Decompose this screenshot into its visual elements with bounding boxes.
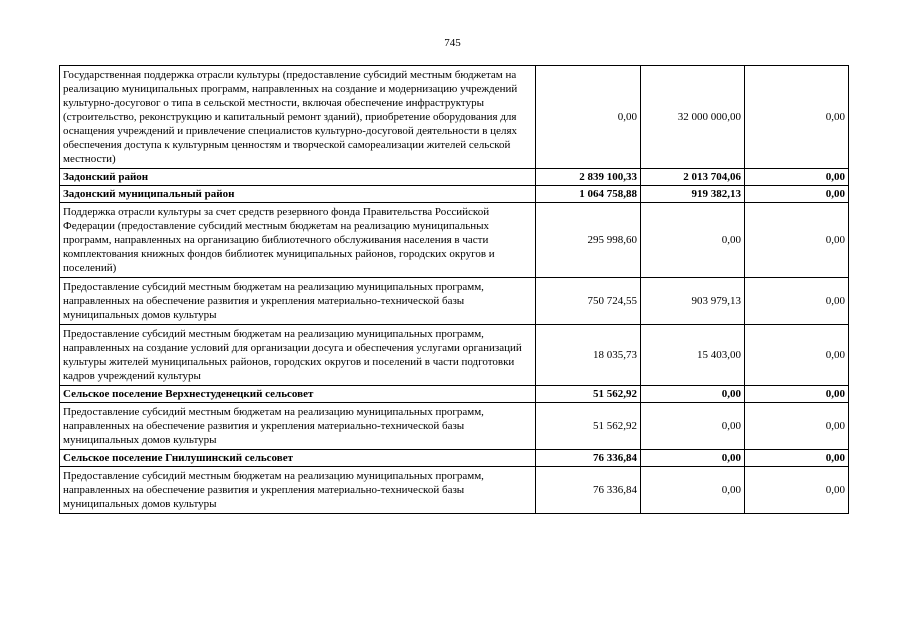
value-col-3: 0,00	[745, 467, 849, 514]
value-col-3: 0,00	[745, 403, 849, 450]
value-col-1: 51 562,92	[536, 403, 641, 450]
value-col-1: 51 562,92	[536, 386, 641, 403]
value-col-2: 0,00	[641, 450, 745, 467]
table-row	[60, 66, 849, 169]
value-col-3: 0,00	[745, 278, 849, 325]
value-col-1: 76 336,84	[536, 450, 641, 467]
table-row	[60, 467, 849, 514]
table-row	[60, 325, 849, 386]
value-col-1: 76 336,84	[536, 467, 641, 514]
table-row-subtotal	[60, 450, 849, 467]
value-col-1: 0,00	[536, 66, 641, 169]
value-col-1: 1 064 758,88	[536, 186, 641, 203]
value-col-3: 0,00	[745, 325, 849, 386]
table-row	[60, 403, 849, 450]
value-col-2: 0,00	[641, 403, 745, 450]
value-col-3: 0,00	[745, 386, 849, 403]
row-description: Задонский муниципальный район	[60, 186, 536, 203]
value-col-2: 919 382,13	[641, 186, 745, 203]
row-description: Сельское поселение Верхнестуденецкий сельсовет	[60, 386, 536, 403]
row-description: Предоставление субсидий местным бюджетам на реализацию муниципальных программ, направленных на создание условий для организации досуга и обеспечения услугами организаций культуры жителей муниципальных районов, городских округов и поселений в части подготовки кадров учреждений культуры	[60, 325, 536, 386]
value-col-2: 903 979,13	[641, 278, 745, 325]
value-col-3: 0,00	[745, 169, 849, 186]
page-number: 745	[444, 37, 461, 49]
value-col-1: 295 998,60	[536, 203, 641, 278]
row-description: Предоставление субсидий местным бюджетам на реализацию муниципальных программ, направленных на обеспечение развития и укрепления материально-технической базы муниципальных домов культуры	[60, 278, 536, 325]
row-description: Предоставление субсидий местным бюджетам на реализацию муниципальных программ, направленных на обеспечение развития и укрепления материально-технической базы муниципальных домов культуры	[60, 467, 536, 514]
value-col-3: 0,00	[745, 203, 849, 278]
budget-table	[59, 65, 849, 514]
value-col-2: 15 403,00	[641, 325, 745, 386]
value-col-2: 2 013 704,06	[641, 169, 745, 186]
row-description: Государственная поддержка отрасли культуры (предоставление субсидий местным бюджетам на реализацию муниципальных программ, направленных на создание и модернизацию учреждений культурно-досуговог о типа в сельской местности, включая обеспечение инфраструктуры (строительство, реконструкцию и капитальный ремонт зданий), приобретение оборудования для оснащения учреждений и привлечение специалистов культурно-досуговой деятельности в целях обеспечения доступа к культурным ценностям и творческой самореализации жителей сельской местности)	[60, 66, 536, 169]
table-row	[60, 203, 849, 278]
value-col-1: 750 724,55	[536, 278, 641, 325]
table-row	[60, 278, 849, 325]
row-description: Сельское поселение Гнилушинский сельсовет	[60, 450, 536, 467]
value-col-3: 0,00	[745, 186, 849, 203]
row-description: Предоставление субсидий местным бюджетам на реализацию муниципальных программ, направленных на обеспечение развития и укрепления материально-технической базы муниципальных домов культуры	[60, 403, 536, 450]
value-col-1: 18 035,73	[536, 325, 641, 386]
table-row-subtotal	[60, 186, 849, 203]
row-description: Задонский район	[60, 169, 536, 186]
value-col-2: 0,00	[641, 203, 745, 278]
value-col-3: 0,00	[745, 66, 849, 169]
value-col-1: 2 839 100,33	[536, 169, 641, 186]
table-row-subtotal	[60, 169, 849, 186]
value-col-2: 0,00	[641, 386, 745, 403]
value-col-3: 0,00	[745, 450, 849, 467]
value-col-2: 32 000 000,00	[641, 66, 745, 169]
row-description: Поддержка отрасли культуры за счет средств резервного фонда Правительства Российской Федерации (предоставление субсидий местным бюджетам на реализацию муниципальных программ, направленных на организацию библиотечного обслуживания населения в части комплектования книжных фондов библиотек муниципальных районов, городских округов и поселений)	[60, 203, 536, 278]
value-col-2: 0,00	[641, 467, 745, 514]
table-row-subtotal	[60, 386, 849, 403]
